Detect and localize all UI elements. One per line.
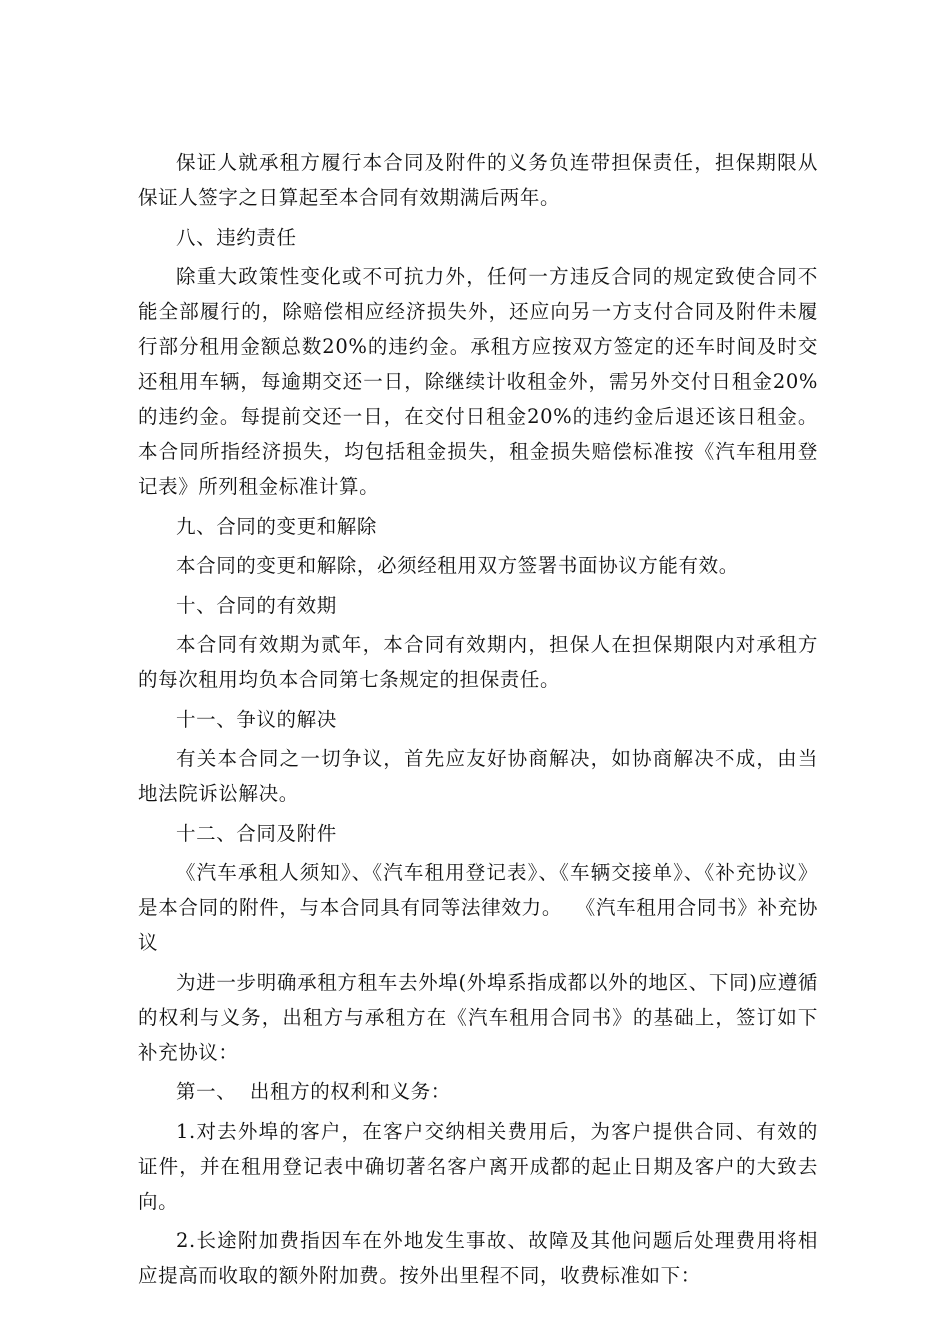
document-body xyxy=(138,145,818,1298)
paragraph-item-1: 1.对去外埠的客户，在客户交纳相关费用后，为客户提供合同、有效的证件，并在租用登记表中确切著名客户离开成都的起止日期及客户的大致去向。 xyxy=(138,1119,818,1213)
paragraph-modification: 本合同的变更和解除，必须经租用双方签署书面协议方能有效。 xyxy=(176,554,739,577)
section-heading-8-breach: 八、违约责任 xyxy=(176,225,297,249)
paragraph-breach-liability: 除重大政策性变化或不可抗力外，任何一方违反合同的规定致使合同不能全部履行的，除赔偿相应经济损失外，还应向另一方支付合同及附件未履行部分租用金额总数20%的违约金。承租方应按双方签定的还车时间及时交还租用车辆，每逾期交还一日，除继续计收租金外，需另外交付日租金20%的违约金。每提前交还一日，在交付日租金20%的违约金后退还该日租金。本合同所指经济损失，均包括租金损失，租金损失赔偿标准按《汽车租用登记表》所列租金标准计算。 xyxy=(138,265,818,498)
section-heading-11-dispute: 十一、争议的解决 xyxy=(176,707,337,731)
paragraph-guarantee-liability: 保证人就承租方履行本合同及附件的义务负连带担保责任，担保期限从保证人签字之日算起至本合同有效期满后两年。 xyxy=(138,151,818,209)
section-heading-12-attachments: 十二、合同及附件 xyxy=(176,821,337,845)
paragraph-supplement-intro: 为进一步明确承租方租车去外埠(外埠系指成都以外的地区、下同)应遵循的权利与义务，出租方与承租方在《汽车租用合同书》的基础上，签订如下补充协议： xyxy=(138,970,818,1064)
paragraph-dispute: 有关本合同之一切争议，首先应友好协商解决，如协商解决不成，由当地法院诉讼解决。 xyxy=(138,747,818,805)
section-heading-9-modification: 九、合同的变更和解除 xyxy=(176,514,378,538)
section-heading-lessor-rights: 第一、 出租方的权利和义务： xyxy=(176,1080,451,1103)
section-heading-10-validity: 十、合同的有效期 xyxy=(176,593,337,617)
paragraph-validity: 本合同有效期为贰年，本合同有效期内，担保人在担保期限内对承租方的每次租用均负本合同第七条规定的担保责任。 xyxy=(138,633,818,691)
paragraph-item-2: 2.长途附加费指因车在外地发生事故、故障及其他问题后处理费用将相应提高而收取的额外附加费。按外出里程不同，收费标准如下： xyxy=(138,1229,818,1287)
paragraph-attachments: 《汽车承租人须知》、《汽车租用登记表》、《车辆交接单》、《补充协议》是本合同的附件，与本合同具有同等法律效力。 《汽车租用合同书》补充协议 xyxy=(138,861,818,954)
